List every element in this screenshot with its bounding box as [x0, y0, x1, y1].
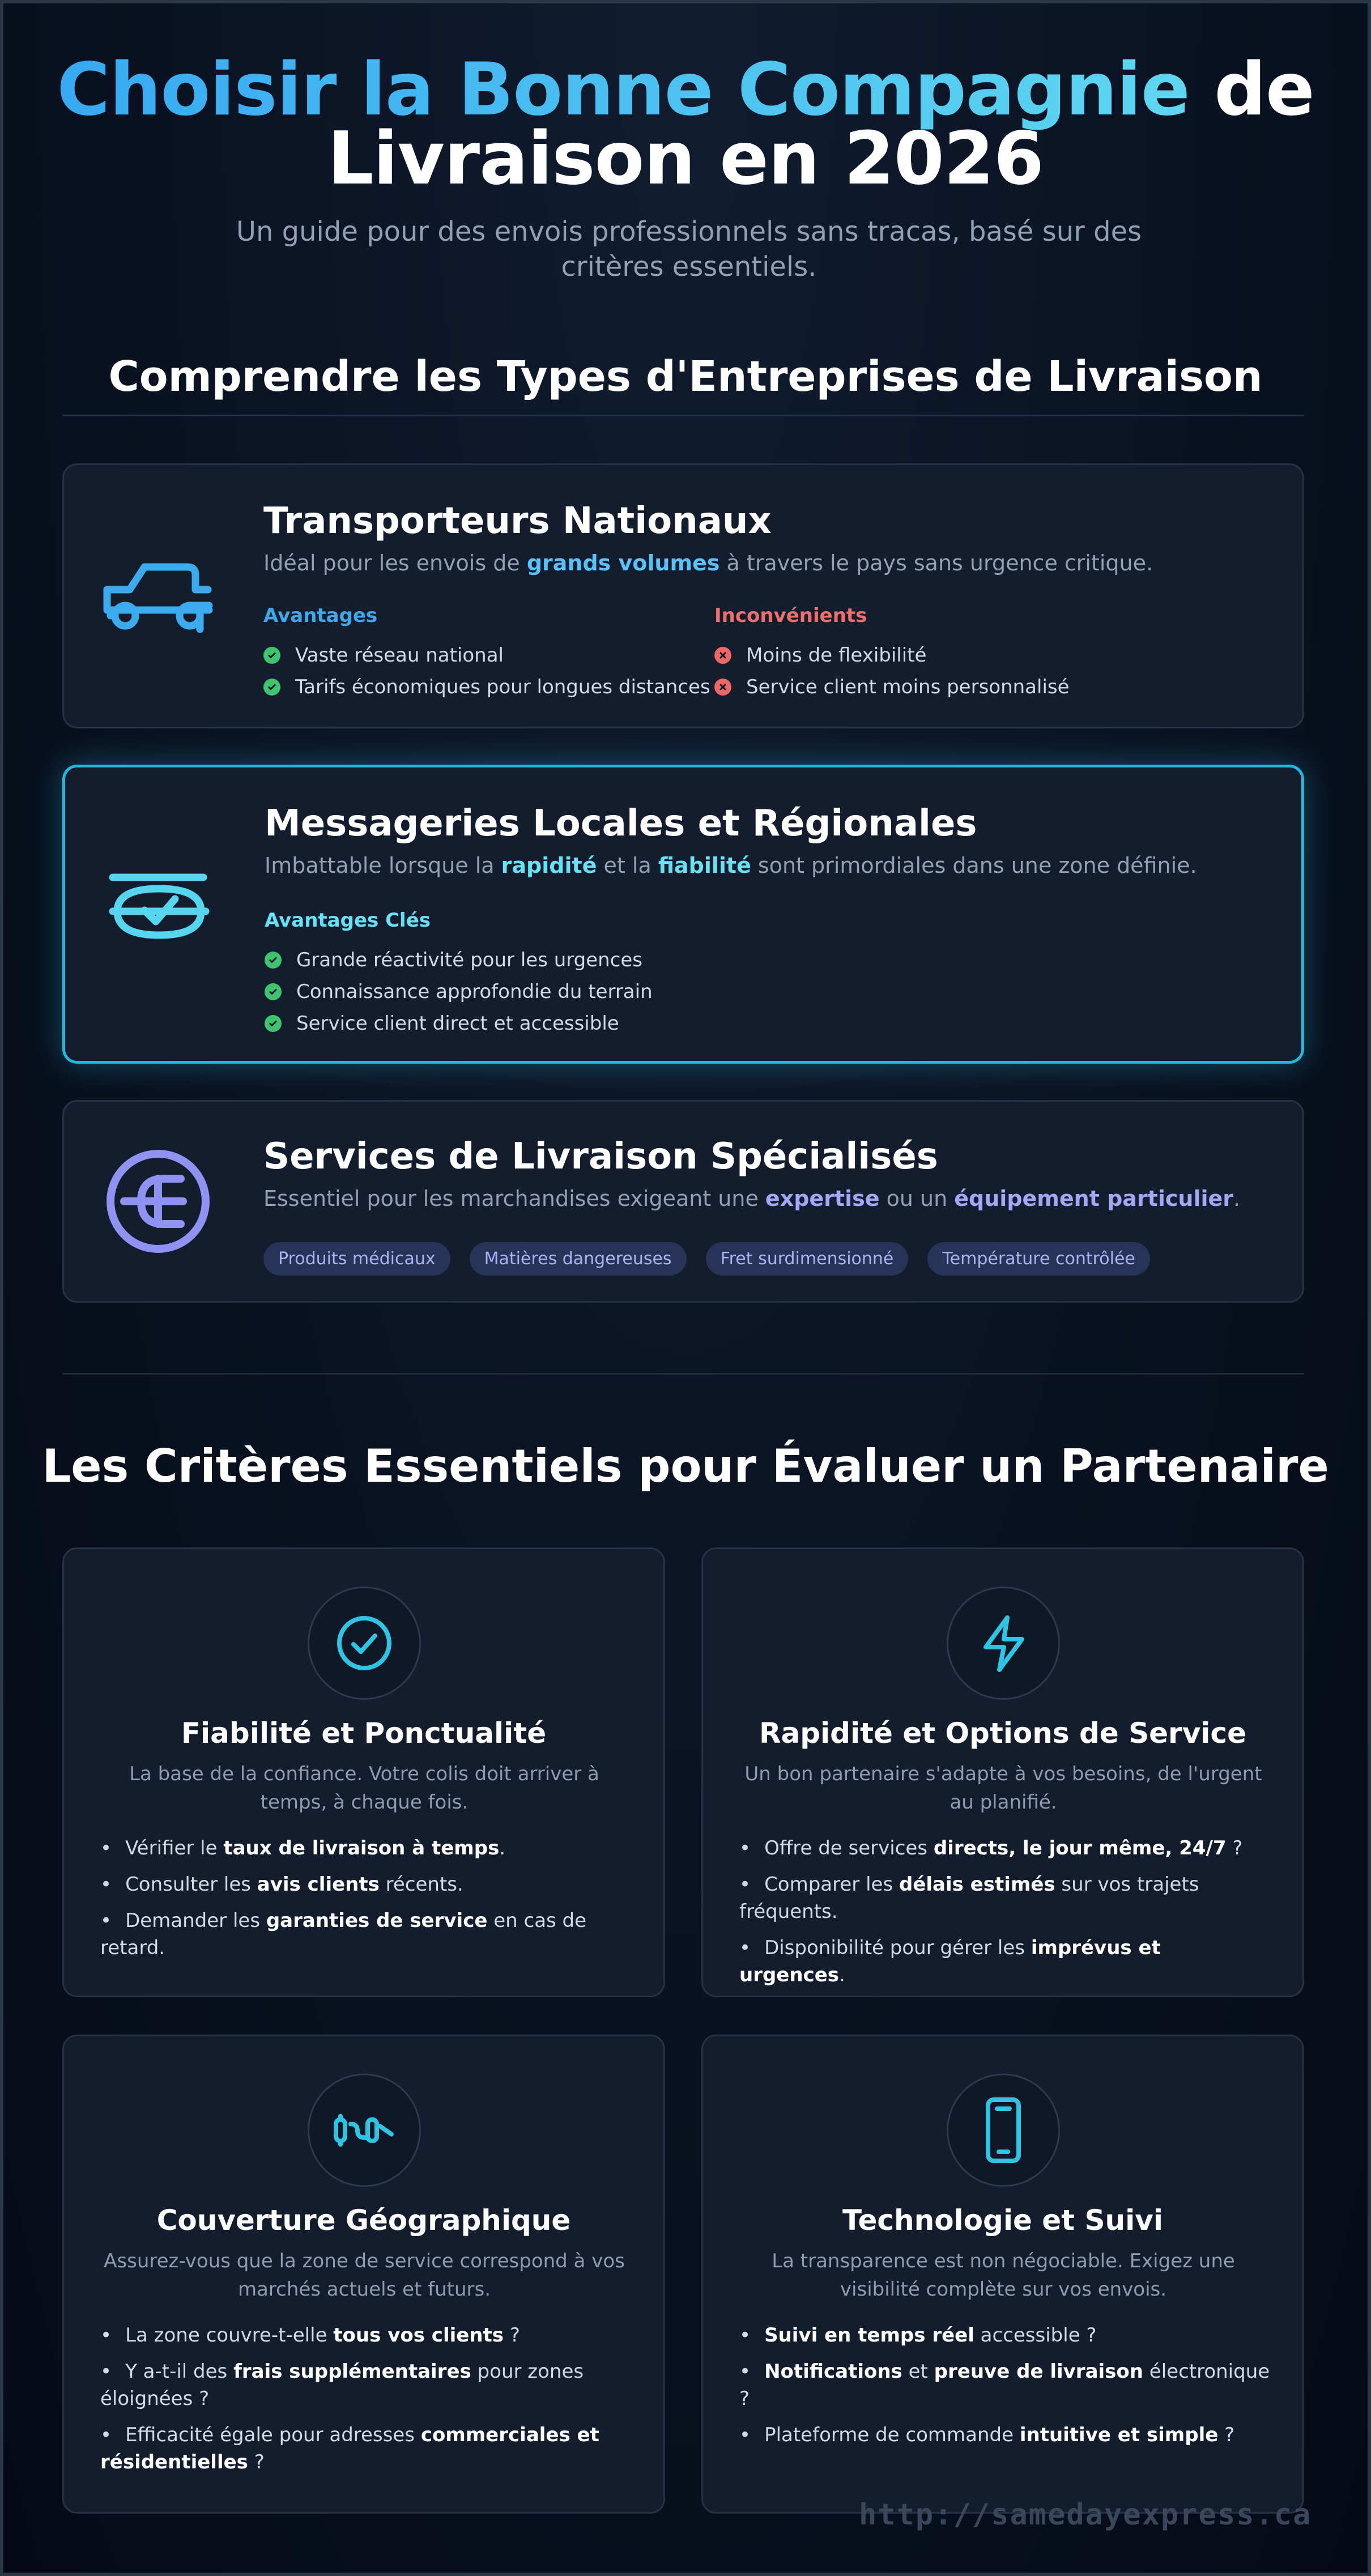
criteria-card-technology	[701, 2035, 1304, 2514]
pros-heading: Avantages	[263, 604, 378, 627]
check-icon	[263, 679, 280, 696]
check-icon	[263, 647, 280, 664]
key-item: Grande réactivité pour les urgences	[265, 944, 1267, 976]
list-item: • Consulter les avis clients récents.	[100, 1873, 463, 1896]
type-title: Transporteurs Nationaux	[263, 500, 772, 542]
type-title: Services de Livraison Spécialisés	[263, 1136, 938, 1178]
list-item: • Offre de services directs, le jour même, 24/7 ?	[739, 1837, 1243, 1860]
type-content	[263, 498, 1268, 703]
criteria-list	[739, 2322, 1272, 2458]
tag-list	[263, 1242, 1268, 1276]
route-icon	[308, 2074, 421, 2187]
criteria-description: La transparence est non négociable. Exigez une visibilité complète sur vos envois.	[772, 2250, 1235, 2301]
list-item: • Efficacité égale pour adresses commerciales et résidentielles ?	[100, 2424, 599, 2473]
pro-item: Vaste réseau national	[263, 639, 714, 671]
type-description: Idéal pour les envois de grands volumes à travers le pays sans urgence critique.	[263, 551, 1153, 575]
type-content	[265, 800, 1267, 1039]
criteria-title: Technologie et Suivi	[842, 2204, 1163, 2237]
criteria-card-speed	[701, 1547, 1304, 1997]
list-item: • Y a-t-il des frais supplémentaires pour zones éloignées ?	[100, 2360, 584, 2410]
criteria-title: Fiabilité et Ponctualité	[181, 1717, 547, 1750]
emphasis: grands volumes	[526, 551, 720, 575]
title-highlight: Choisir la Bonne Compagnie	[57, 48, 1190, 132]
pros-column	[263, 604, 714, 703]
tag: Matières dangereuses	[470, 1242, 687, 1276]
emphasis: fiabilité	[658, 853, 751, 878]
con-item: Service client moins personnalisé	[714, 671, 1165, 703]
emphasis: équipement particulier	[954, 1186, 1234, 1211]
emphasis: expertise	[765, 1186, 880, 1211]
list-item: • La zone couvre-t-elle tous vos clients ?	[100, 2324, 520, 2347]
criteria-card-reliability	[62, 1547, 665, 1997]
fast-delivery-icon	[91, 847, 227, 983]
criteria-list	[739, 1835, 1272, 1998]
pro-item: Tarifs économiques pour longues distances	[263, 671, 714, 703]
tag: Fret surdimensionné	[706, 1242, 909, 1276]
check-icon	[265, 952, 282, 969]
key-item: Connaissance approfondie du terrain	[265, 976, 1267, 1008]
van-icon	[90, 528, 226, 664]
check-circle-icon	[308, 1586, 421, 1700]
section-title-types: Comprendre les Types d'Entreprises de Livraison	[108, 352, 1263, 401]
criteria-description: La base de la confiance. Votre colis doit arriver à temps, à chaque fois.	[129, 1763, 599, 1814]
type-content	[263, 1133, 1268, 1276]
emphasis: rapidité	[501, 853, 597, 878]
criteria-list	[100, 1835, 633, 1971]
tag: Produits médicaux	[263, 1242, 450, 1276]
criteria-title: Couverture Géographique	[156, 2204, 571, 2237]
list-item: • Demander les garanties de service en cas de retard.	[100, 1909, 587, 1959]
check-icon	[265, 1015, 282, 1032]
smartphone-icon	[947, 2074, 1060, 2187]
title-rest: de	[1189, 48, 1314, 132]
pros-cons	[263, 604, 1268, 703]
list-item: • Vérifier le taux de livraison à temps.	[100, 1837, 506, 1860]
page-subtitle: Un guide pour des envois professionnels sans tracas, basé sur des critères essentiels.	[236, 216, 1142, 283]
criteria-description: Assurez-vous que la zone de service correspond à vos marchés actuels et futurs.	[104, 2250, 625, 2301]
list-item: • Comparer les délais estimés sur vos trajets fréquents.	[739, 1873, 1199, 1923]
list-item: • Notifications et preuve de livraison électronique ?	[739, 2360, 1270, 2410]
criteria-card-coverage	[62, 2035, 665, 2514]
type-description: Essentiel pour les marchandises exigeant une expertise ou un équipement particulier.	[263, 1186, 1241, 1211]
keys-heading: Avantages Clés	[265, 909, 431, 932]
specialized-icon	[90, 1133, 226, 1269]
list-item: • Plateforme de commande intuitive et simple ?	[739, 2424, 1235, 2446]
key-item: Service client direct et accessible	[265, 1008, 1267, 1039]
section-title-criteria: Les Critères Essentiels pour Évaluer un Partenaire	[42, 1440, 1329, 1492]
cons-heading: Inconvénients	[714, 604, 867, 627]
section-divider	[62, 1373, 1304, 1375]
criteria-list	[100, 2322, 633, 2485]
criteria-description: Un bon partenaire s'adapte à vos besoins, de l'urgent au planifié.	[744, 1763, 1262, 1814]
list-item: • Disponibilité pour gérer les imprévus et urgences.	[739, 1937, 1161, 1986]
criteria-title: Rapidité et Options de Service	[759, 1717, 1246, 1750]
title-line2: Livraison en 2026	[327, 117, 1044, 201]
con-item: Moins de flexibilité	[714, 639, 1165, 671]
key-advantages	[265, 909, 1267, 1039]
check-icon	[265, 983, 282, 1000]
type-card-specialized	[62, 1100, 1304, 1303]
footer-url[interactable]: http://samedayexpress.ca	[859, 2498, 1312, 2532]
page-title	[3, 48, 1368, 201]
type-card-local	[62, 765, 1304, 1064]
section-underline	[62, 415, 1304, 416]
type-title: Messageries Locales et Régionales	[265, 803, 977, 845]
type-description: Imbattable lorsque la rapidité et la fiabilité sont primordiales dans une zone définie.	[265, 853, 1197, 878]
tag: Température contrôlée	[927, 1242, 1149, 1276]
cons-column	[714, 604, 1165, 703]
type-card-national	[62, 463, 1304, 728]
x-icon	[714, 679, 731, 696]
x-icon	[714, 647, 731, 664]
list-item: • Suivi en temps réel accessible ?	[739, 2324, 1097, 2347]
lightning-icon	[947, 1586, 1060, 1700]
